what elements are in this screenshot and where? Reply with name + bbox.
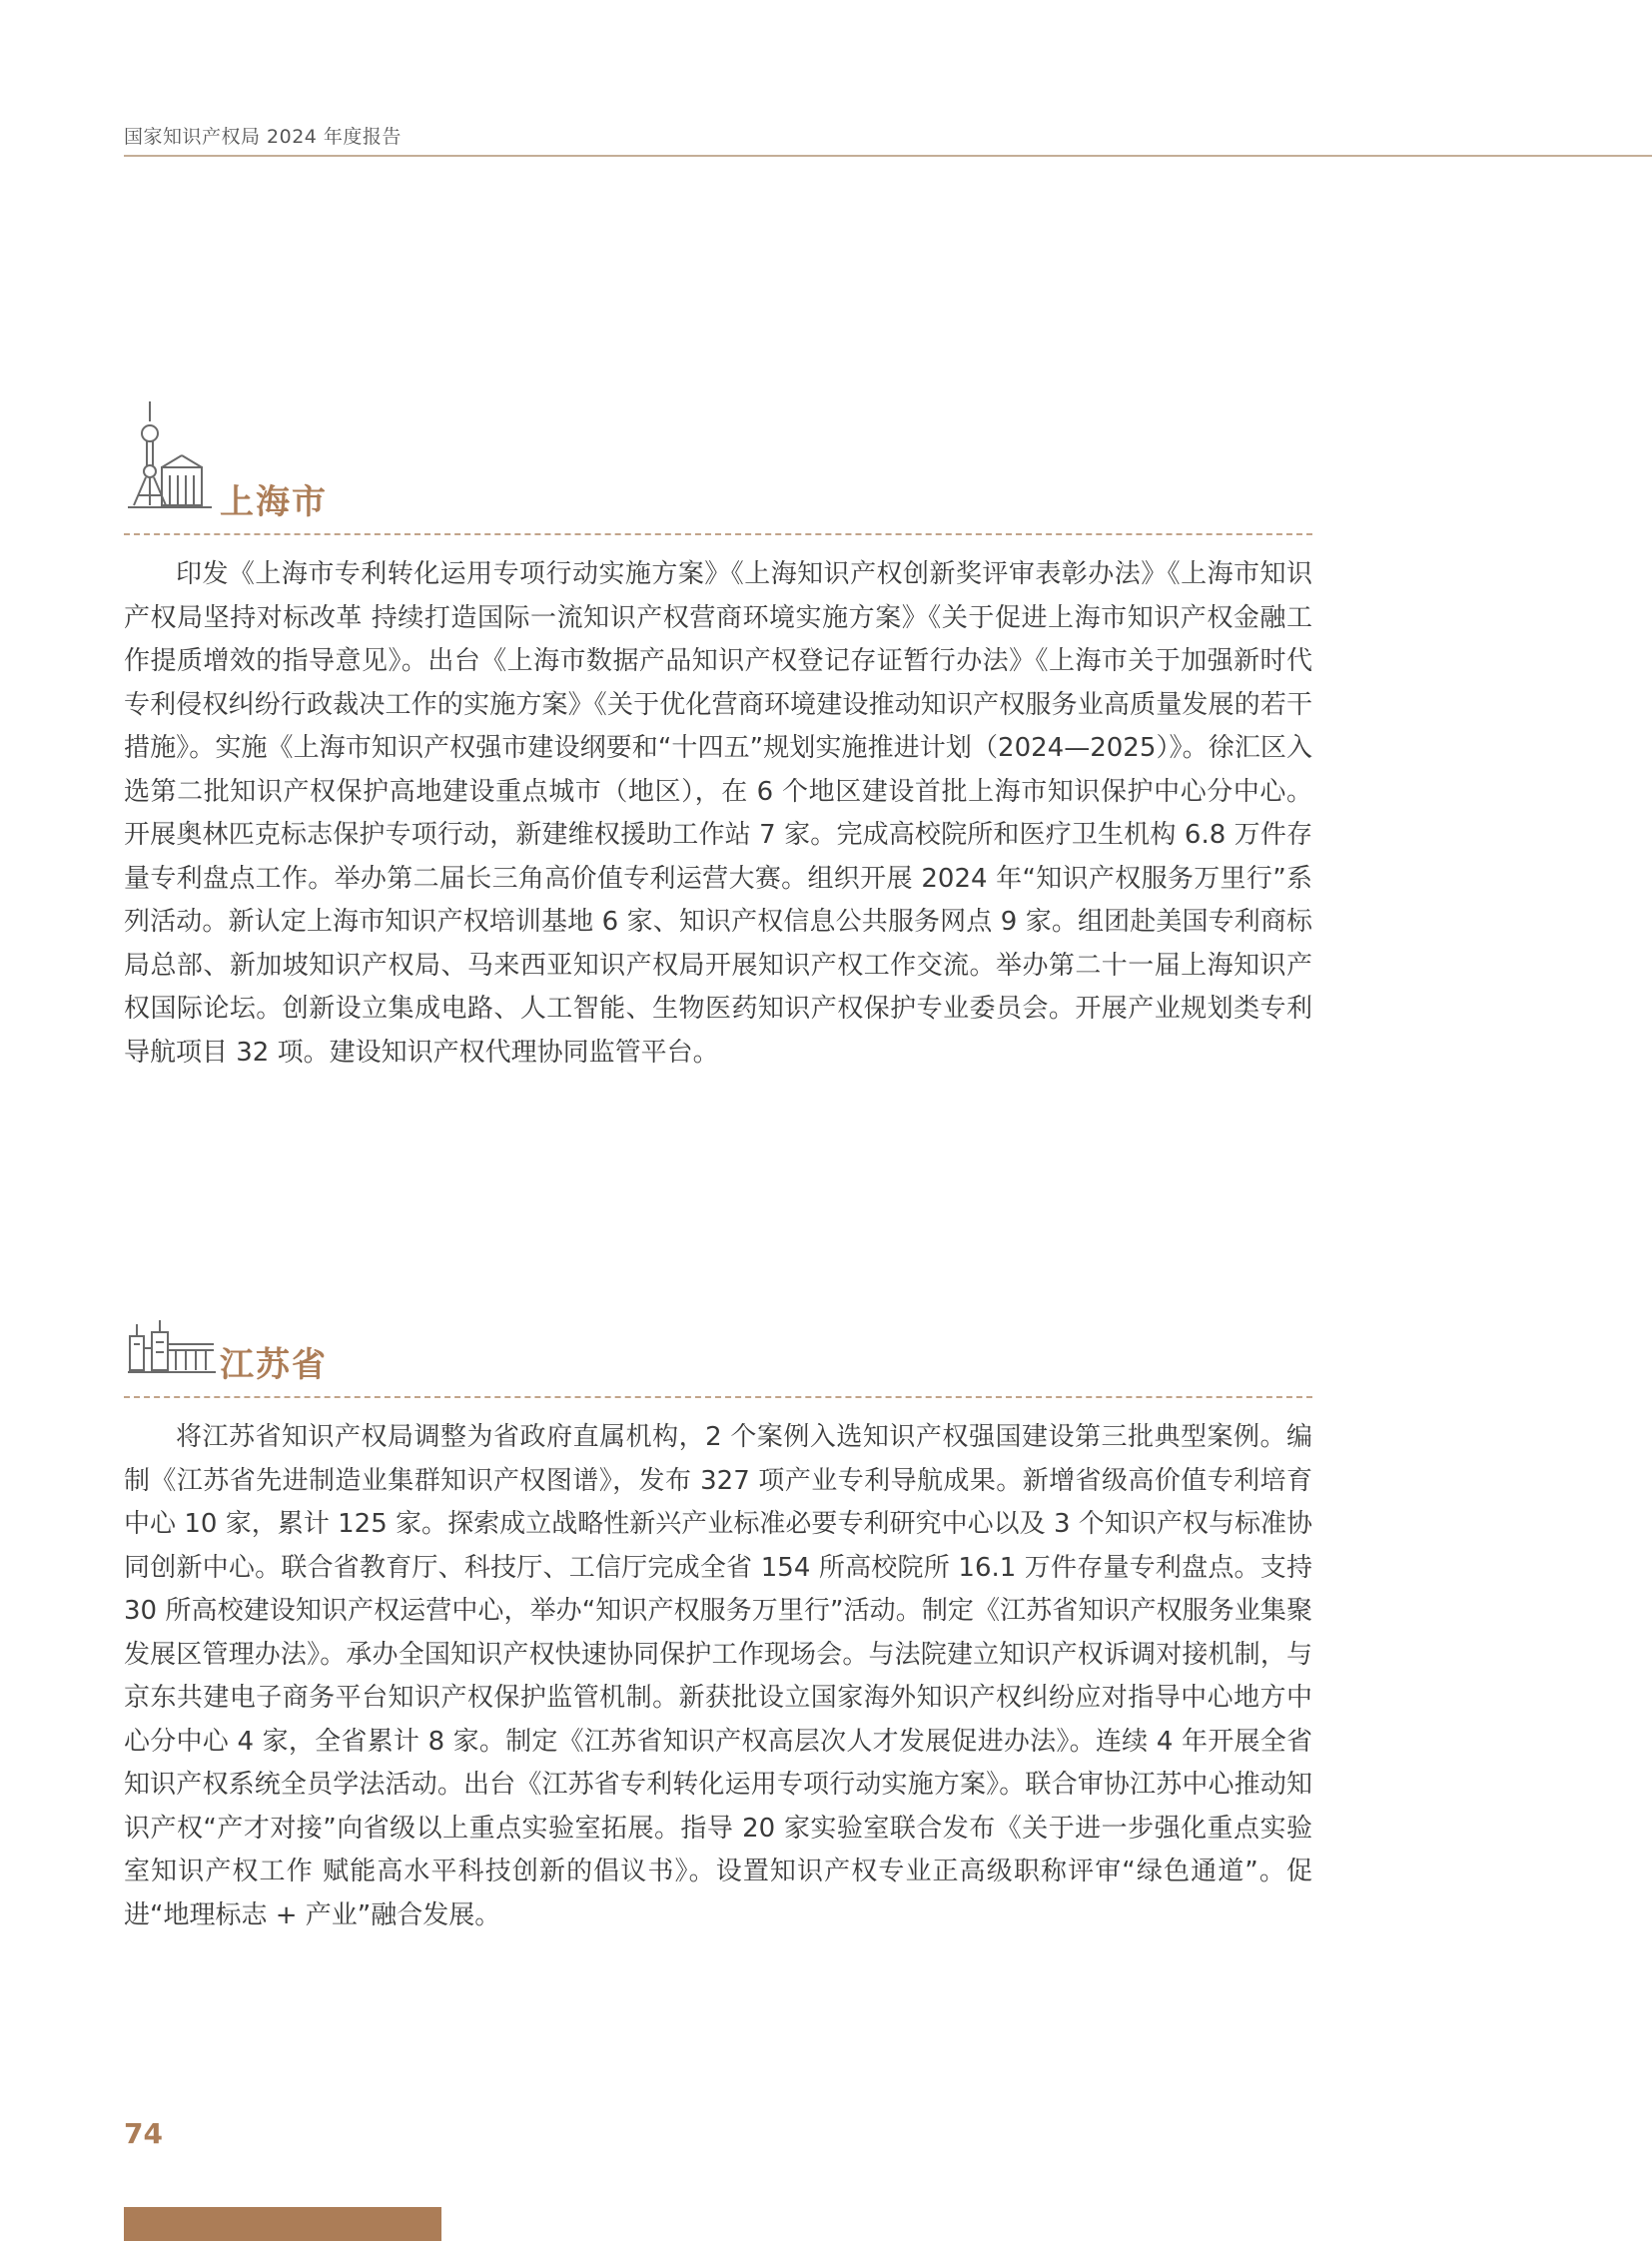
oriental-pearl-tower-icon [128,399,212,511]
section-title: 江苏省 [220,1345,328,1385]
section-body: 印发《上海市专利转化运用专项行动实施方案》《上海知识产权创新奖评审表彰办法》《上海市知识产权局坚持对标改革 持续打造国际一流知识产权营商环境实施方案》《关于促进上海市知识产权金融工作提质增效的指导意见》。出台《上海市数据产品知识产权登记存证暂行办法》《上海市关于加强新时代专利侵权纠纷行政裁决工作的实施方案》《关于优化营商环境建设推动知识产权服务业高质量发展的若干措施》。实施《上海市知识产权强市建设纲要和“十四五”规划实施推进计划（2024—2025）》。徐汇区入选第二批知识产权保护高地建设重点城市（地区），在 6 个地区建设首批上海市知识保护中心分中心。开展奥林匹克标志保护专项行动，新建维权援助工作站 7 家。完成高校院所和医疗卫生机构 6.8 万件存量专利盘点工作。举办第二届长三角高价值专利运营大赛。组织开展 2024 年“知识产权服务万里行”系列活动。新认定上海市知识产权培训基地 6 家、知识产权信息公共服务网点 9 家。组团赴美国专利商标局总部、新加坡知识产权局、马来西亚知识产权局开展知识产权工作交流。举办第二十一届上海知识产权国际论坛。创新设立集成电路、人工智能、生物医药知识产权保护专业委员会。开展产业规划类专利导航项目 32 项。建设知识产权代理协同监管平台。 [124,559,1312,1068]
dashed-divider [124,533,1312,535]
footer-accent-bar [124,2207,441,2241]
section-shanghai [124,399,1312,1075]
jiangsu-landmark-icon [128,1318,216,1374]
running-header: 国家知识产权局 2024 年度报告 [124,126,402,148]
section-header [124,1262,1312,1385]
section-header [124,399,1312,522]
section-jiangsu [124,1262,1312,1937]
section-body: 将江苏省知识产权局调整为省政府直属机构，2 个案例入选知识产权强国建设第三批典型案例。编制《江苏省先进制造业集群知识产权图谱》，发布 327 项产业专利导航成果。新增省级高价值专利培育中心 10 家，累计 125 家。探索成立战略性新兴产业标准必要专利研究中心以及 3 个知识产权与标准协同创新中心。联合省教育厅、科技厅、工信厅完成全省 154 所高校院所 16.1 万件存量专利盘点。支持 30 所高校建设知识产权运营中心，举办“知识产权服务万里行”活动。制定《江苏省知识产权服务业集聚发展区管理办法》。承办全国知识产权快速协同保护工作现场会。与法院建立知识产权诉调对接机制，与京东共建电子商务平台知识产权保护监管机制。新获批设立国家海外知识产权纠纷应对指导中心地方中心分中心 4 家，全省累计 8 家。制定《江苏省知识产权高层次人才发展促进办法》。连续 4 年开展全省知识产权系统全员学法活动。出台《江苏省专利转化运用专项行动实施方案》。联合审协江苏中心推动知识产权“产才对接”向省级以上重点实验室拓展。指导 20 家实验室联合发布《关于进一步强化重点实验室知识产权工作 赋能高水平科技创新的倡议书》。设置知识产权专业正高级职称评审“绿色通道”。促进“地理标志 + 产业”融合发展。 [124,1422,1312,1930]
dashed-divider [124,1396,1312,1398]
header-rule [124,155,1652,157]
section-title: 上海市 [220,482,328,522]
page-number: 74 [124,2117,163,2150]
